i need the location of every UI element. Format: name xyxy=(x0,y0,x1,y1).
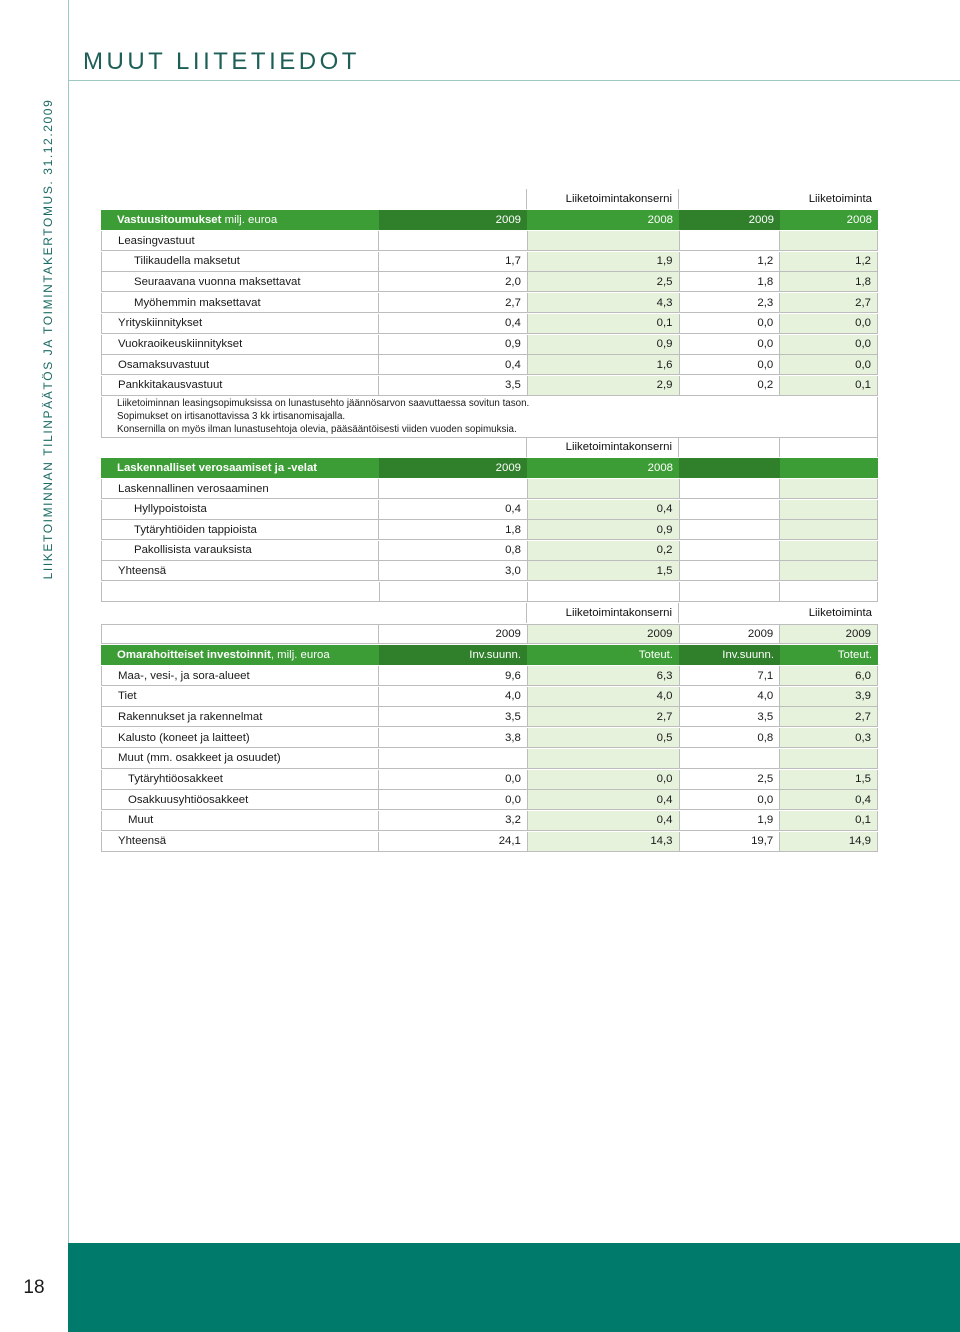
t3-row-0-row xyxy=(101,666,878,686)
t3-row-3-value-0: 3,8 xyxy=(505,731,521,744)
t1-row-3-value-3: 2,7 xyxy=(779,293,877,312)
t3-group1: Liiketoimintakonserni xyxy=(527,603,679,623)
t2-group1: Liiketoimintakonserni xyxy=(527,437,679,457)
t3-row-3-value-1: 0,5 xyxy=(527,728,679,747)
t1-row-6-value-0: 0,4 xyxy=(505,358,521,371)
t3-row-0-label: Maa-, vesi-, ja sora-alueet xyxy=(102,666,379,685)
t1-row-5-row xyxy=(101,335,878,355)
t3-row-2-value-3: 2,7 xyxy=(779,707,877,726)
t3-group2: Liiketoiminta xyxy=(808,607,872,619)
t1-row-0-row xyxy=(101,231,878,251)
t3-header-label: Omarahoitteiset investoinnit , milj. euroa xyxy=(117,649,330,661)
t1-row-3-value-1: 4,3 xyxy=(527,293,679,312)
footer-band xyxy=(0,1243,960,1332)
t3-row-2-row xyxy=(101,707,878,727)
t3-row-7-label: Muut xyxy=(102,811,379,830)
t2-year-1: 2008 xyxy=(647,462,673,474)
t1-group1: Liiketoimintakonserni xyxy=(527,189,679,209)
t1-row-7-label: Pankkitakausvastuut xyxy=(102,376,379,395)
t2-row-0-value-0 xyxy=(379,479,527,498)
t3-row-0-value-2: 7,1 xyxy=(679,666,780,685)
t3-row-7-row xyxy=(101,811,878,831)
t3-row-4-value-3 xyxy=(779,749,877,768)
t1-row-6-value-2: 0,0 xyxy=(679,355,780,374)
t3-row-1-value-2: 4,0 xyxy=(679,687,780,706)
t1-row-1-value-2: 1,2 xyxy=(679,252,780,271)
t3-row-6-value-2: 0,0 xyxy=(679,790,780,809)
t1-row-1-row xyxy=(101,252,878,272)
t3-row-5-value-0: 0,0 xyxy=(505,773,521,785)
t1-row-4-value-1: 0,1 xyxy=(527,314,679,333)
t3-total-row xyxy=(101,832,878,852)
t1-row-0-label: Leasingvastuut xyxy=(102,231,379,250)
t1-row-1-value-3: 1,2 xyxy=(779,252,877,271)
t3-row-3-value-3: 0,3 xyxy=(779,728,877,747)
t3-row-0-value-0: 9,6 xyxy=(505,669,521,682)
t3-row-6-label: Osakkuusyhtiöosakkeet xyxy=(102,790,379,809)
t1-row-5-value-0: 0,9 xyxy=(505,338,521,350)
t3-row-1-value-3: 3,9 xyxy=(779,687,877,706)
t2-total-row xyxy=(101,561,878,581)
t1-year-3: 2008 xyxy=(846,214,872,226)
t3-row-6-value-0: 0,0 xyxy=(505,793,521,806)
t3-subhead-0: Inv.suunn. xyxy=(379,645,527,665)
page-title: MUUT LIITETIEDOT xyxy=(83,48,360,75)
t1-row-5-value-2: 0,0 xyxy=(679,335,780,354)
t1-note-1: Sopimukset on irtisanottavissa 3 kk irtisanomisajalla. xyxy=(117,411,346,422)
t2-header-row xyxy=(101,458,878,478)
t2-row-3-value-1: 0,2 xyxy=(527,541,679,560)
t3-row-5-row xyxy=(101,770,878,790)
t3-row-3-value-2: 0,8 xyxy=(679,728,780,747)
t3-row-1-label: Tiet xyxy=(102,687,379,706)
t2-row-3-label: Pakollisista varauksista xyxy=(102,541,379,560)
t1-row-7-value-1: 2,9 xyxy=(527,376,679,395)
t1-row-0-value-3 xyxy=(779,231,877,250)
t3-row-0-value-1: 6,3 xyxy=(527,666,679,685)
t2-row-1-row xyxy=(101,500,878,520)
t2-row-1-label: Hyllypoistoista xyxy=(102,500,379,519)
t2-row-1-value-1: 0,4 xyxy=(527,500,679,519)
t1-row-7-value-3: 0,1 xyxy=(779,376,877,395)
t1-header-row xyxy=(101,210,878,230)
t2-row-1-value-0: 0,4 xyxy=(505,503,521,516)
t1-row-7-row xyxy=(101,376,878,396)
t3-group-row xyxy=(101,603,878,623)
t1-row-0-value-0 xyxy=(379,231,527,250)
t1-year-0: 2009 xyxy=(379,210,527,230)
t1-row-2-label: Seuraavana vuonna maksettavat xyxy=(102,272,379,291)
t1-row-5-value-3: 0,0 xyxy=(779,335,877,354)
t2-row-0-row xyxy=(101,479,878,499)
t3-subhead-1: Toteut. xyxy=(638,649,673,661)
t3-row-2-value-0: 3,5 xyxy=(505,710,521,723)
t1-row-2-value-0: 2,0 xyxy=(505,275,521,288)
t3-row-1-value-0: 4,0 xyxy=(505,690,521,703)
title-rule xyxy=(69,80,960,81)
t1-row-1-label: Tilikaudella maksetut xyxy=(102,252,379,271)
t1-row-4-value-0: 0,4 xyxy=(505,317,521,330)
t3-row-1-row xyxy=(101,687,878,707)
t3-header-row xyxy=(101,645,878,665)
t3-row-6-value-1: 0,4 xyxy=(527,790,679,809)
t1-row-4-value-3: 0,0 xyxy=(779,314,877,333)
t3-year-1: 2009 xyxy=(527,625,679,643)
t1-row-0-value-1 xyxy=(527,231,679,250)
t1-row-6-value-1: 1,6 xyxy=(527,355,679,374)
t3-row-4-row xyxy=(101,749,878,769)
t2-total-label: Yhteensä xyxy=(102,561,379,580)
t3-row-2-value-2: 3,5 xyxy=(679,707,780,726)
t2-row-2-label: Tytäryhtiöiden tappioista xyxy=(102,520,379,539)
t3-total-value-2: 19,7 xyxy=(679,832,780,851)
t2-total-value-0: 3,0 xyxy=(505,564,521,577)
t2-header-label: Laskennalliset verosaamiset ja -velat xyxy=(117,462,318,474)
t3-row-5-value-2: 2,5 xyxy=(679,770,780,789)
t3-row-7-value-2: 1,9 xyxy=(679,811,780,830)
t1-note-2: Konsernilla on myös ilman lunastusehtoja olevia, pääsääntöisesti viiden vuoden sopimuksia. xyxy=(117,424,517,435)
t1-row-7-value-0: 3,5 xyxy=(505,379,521,392)
t2-row-0-label: Laskennallinen verosaaminen xyxy=(102,479,379,498)
t1-notes xyxy=(117,397,529,436)
t1-row-6-row xyxy=(101,355,878,375)
t1-row-3-value-2: 2,3 xyxy=(679,293,780,312)
t3-row-3-label: Kalusto (koneet ja laitteet) xyxy=(102,728,379,747)
t2-row-2-value-0: 1,8 xyxy=(505,523,521,536)
t3-row-2-value-1: 2,7 xyxy=(527,707,679,726)
t2-group-row xyxy=(101,437,878,457)
t3-total-label: Yhteensä xyxy=(102,832,379,851)
t3-row-5-value-3: 1,5 xyxy=(779,770,877,789)
t1-row-6-label: Osamaksuvastuut xyxy=(102,355,379,374)
t3-row-7-value-3: 0,1 xyxy=(779,811,877,830)
t1-group2: Liiketoiminta xyxy=(808,193,872,205)
t1-header-label: Vastuusitoumukset milj. euroa xyxy=(117,214,278,226)
t3-row-4-value-2 xyxy=(679,749,780,768)
t1-row-4-row xyxy=(101,314,878,334)
t1-row-3-row xyxy=(101,293,878,313)
t3-year-0: 2009 xyxy=(495,628,521,640)
t1-row-1-value-1: 1,9 xyxy=(527,252,679,271)
t1-row-2-value-2: 1,8 xyxy=(679,272,780,291)
t3-row-5-label: Tytäryhtiöosakkeet xyxy=(102,770,379,789)
t1-row-1-value-0: 1,7 xyxy=(505,255,521,268)
t3-row-4-value-0 xyxy=(379,749,527,768)
t3-subhead-3: Toteut. xyxy=(837,649,872,661)
t3-row-6-value-3: 0,4 xyxy=(779,790,877,809)
t3-row-4-value-1 xyxy=(527,749,679,768)
t1-row-4-value-2: 0,0 xyxy=(679,314,780,333)
t3-total-value-1: 14,3 xyxy=(527,832,679,851)
t3-total-value-3: 14,9 xyxy=(779,832,877,851)
t1-year-1: 2008 xyxy=(647,214,673,226)
side-caption: LIIKETOIMINNAN TILINPÄÄTÖS JA TOIMINTAKERTOMUS. 31.12.2009 xyxy=(41,98,55,580)
t3-row-0-value-3: 6,0 xyxy=(779,666,877,685)
t2-row-2-value-1: 0,9 xyxy=(527,520,679,539)
t1-row-7-value-2: 0,2 xyxy=(679,376,780,395)
t1-note-0: Liiketoiminnan leasingsopimuksissa on lunastusehto jäännösarvon saavuttaessa sovitun tason. xyxy=(117,398,530,409)
t1-row-4-label: Yrityskiinnitykset xyxy=(102,314,379,333)
t2-total-value-1: 1,5 xyxy=(527,561,679,580)
t3-year-3: 2009 xyxy=(779,625,877,643)
t3-subhead-2: Inv.suunn. xyxy=(679,645,780,665)
t3-row-7-value-1: 0,4 xyxy=(527,811,679,830)
t2-row-3-row xyxy=(101,541,878,561)
t3-row-1-value-1: 4,0 xyxy=(527,687,679,706)
t3-row-7-value-0: 3,2 xyxy=(505,814,521,827)
t1-row-3-value-0: 2,7 xyxy=(505,296,521,309)
t2-row-3-value-0: 0,8 xyxy=(505,544,521,557)
t1-row-2-value-3: 1,8 xyxy=(779,272,877,291)
page-number: 18 xyxy=(23,1277,45,1298)
t3-year-row xyxy=(101,624,878,644)
t3-row-2-label: Rakennukset ja rakennelmat xyxy=(102,707,379,726)
left-rule xyxy=(68,0,69,1243)
t2-row-2-row xyxy=(101,520,878,540)
t3-year-2: 2009 xyxy=(679,625,780,643)
t3-total-value-0: 24,1 xyxy=(498,835,521,848)
t3-row-4-label: Muut (mm. osakkeet ja osuudet) xyxy=(102,749,379,768)
t1-row-6-value-3: 0,0 xyxy=(779,355,877,374)
t3-row-3-row xyxy=(101,728,878,748)
t1-row-3-label: Myöhemmin maksettavat xyxy=(102,293,379,312)
t1-row-2-value-1: 2,5 xyxy=(527,272,679,291)
t1-row-5-label: Vuokraoikeuskiinnitykset xyxy=(102,335,379,354)
t1-row-5-value-1: 0,9 xyxy=(527,335,679,354)
t2-year-0: 2009 xyxy=(379,458,527,478)
t1-row-2-row xyxy=(101,272,878,292)
t1-group-row xyxy=(101,189,878,209)
t2-row-0-value-1 xyxy=(527,479,679,498)
t3-row-6-row xyxy=(101,790,878,810)
t3-row-5-value-1: 0,0 xyxy=(527,770,679,789)
t2-spacer-row xyxy=(101,582,878,602)
t1-row-0-value-2 xyxy=(679,231,780,250)
t1-year-2: 2009 xyxy=(679,210,780,230)
